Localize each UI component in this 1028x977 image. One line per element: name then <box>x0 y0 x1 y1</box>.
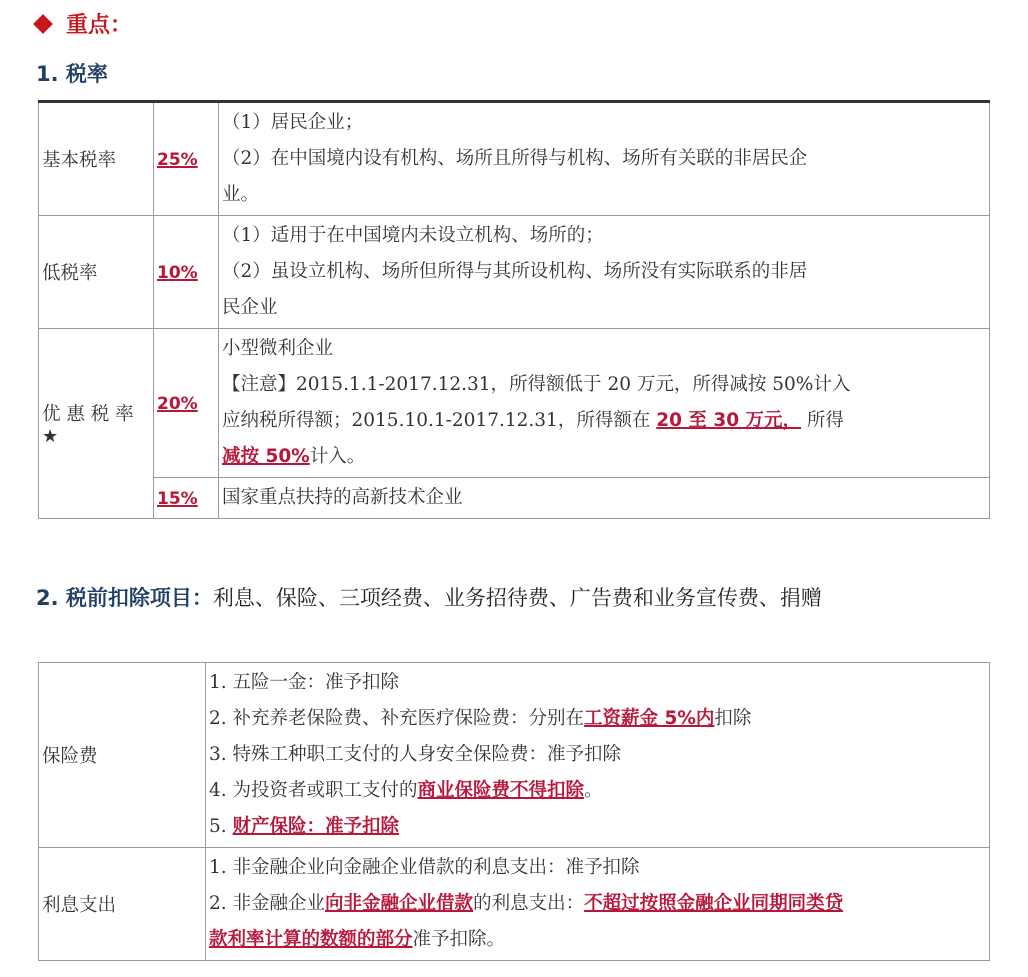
table-row <box>39 329 990 478</box>
rate-value: 25% <box>157 149 198 170</box>
section2-title-rest: 利息、保险、三项经费、业务招待费、广告费和业务宣传费、捐赠 <box>212 586 822 610</box>
row-label: 低税率 <box>39 216 154 329</box>
desc-line: （1）居民企业； <box>222 112 364 133</box>
desc-line <box>209 773 986 809</box>
row-label: 基本税率 <box>39 102 154 216</box>
description-cell <box>219 216 990 329</box>
desc-line <box>209 922 986 958</box>
desc-line: 业。 <box>222 184 260 205</box>
highlight-text: 工资薪金 5%内 <box>584 708 715 729</box>
description-cell <box>219 329 990 478</box>
text-segment: 4. 为投资者或职工支付的 <box>209 780 418 801</box>
rate-value: 15% <box>157 488 198 509</box>
description-cell <box>206 663 990 848</box>
section-deductions-title <box>36 582 822 612</box>
desc-line <box>209 809 986 845</box>
desc-line: 民企业 <box>222 297 278 318</box>
section1-title-text: 1. 税率 <box>36 62 108 86</box>
description-cell <box>219 102 990 216</box>
table-row <box>39 663 990 848</box>
description-cell <box>206 848 990 961</box>
rate-cell <box>154 216 219 329</box>
row-label: 保险费 <box>39 663 206 848</box>
text-segment: 应纳税所得额；2015.10.1-2017.12.31，所得额在 <box>222 410 657 431</box>
highlight-text: 不超过按照金融企业同期同类贷 <box>584 893 844 914</box>
desc-line <box>209 701 986 737</box>
table-row <box>39 848 990 961</box>
table-row <box>39 102 990 216</box>
highlight-text: 减按 50% <box>222 446 310 467</box>
text-segment: 所得 <box>801 410 844 431</box>
table-row <box>39 216 990 329</box>
highlight-text: 向非金融企业借款 <box>325 893 474 914</box>
star-icon: ★ <box>42 426 59 447</box>
text-segment: 5. <box>209 816 233 837</box>
row-label <box>39 329 154 519</box>
text-segment: 准予扣除。 <box>412 929 506 950</box>
deductions-table <box>38 662 990 961</box>
highlight-text: 款利率计算的数额的部分 <box>209 929 413 950</box>
desc-line: （2）虽设立机构、场所但所得与其所设机构、场所没有实际联系的非居 <box>222 261 808 282</box>
rate-cell <box>154 329 219 478</box>
rate-cell <box>154 478 219 519</box>
desc-line <box>222 403 986 439</box>
key-points-label: 重点： <box>66 13 133 38</box>
desc-line: 【注意】2015.1.1-2017.12.31，所得额低于 20 万元，所得减按 50%计入 <box>222 374 851 395</box>
desc-line: 1. 非金融企业向金融企业借款的利息支出：准予扣除 <box>209 857 640 878</box>
rate-value: 20% <box>157 393 198 414</box>
table-row <box>39 478 990 519</box>
key-points-heading <box>36 8 132 39</box>
desc-line: 国家重点扶持的高新技术企业 <box>222 487 463 508</box>
highlight-text: 财产保险：准予扣除 <box>232 816 400 837</box>
text-segment: 2. 非金融企业 <box>209 893 326 914</box>
text-segment: 2. 补充养老保险费、补充医疗保险费：分别在 <box>209 708 585 729</box>
rate-cell <box>154 102 219 216</box>
tax-rate-table <box>38 100 990 519</box>
desc-line: 小型微利企业 <box>222 338 334 359</box>
text-segment: 计入。 <box>309 446 366 467</box>
desc-line <box>222 439 986 475</box>
desc-line: （2）在中国境内设有机构、场所且所得与机构、场所有关联的非居民企 <box>222 148 808 169</box>
desc-line: （1）适用于在中国境内未设立机构、场所的； <box>222 225 604 246</box>
section2-title-text: 2. 税前扣除项目： <box>36 586 213 610</box>
preferential-rate-label: 优 惠 税 率 <box>42 404 134 425</box>
desc-line <box>209 886 986 922</box>
highlight-text: 商业保险费不得扣除 <box>417 780 585 801</box>
rate-value: 10% <box>157 262 198 283</box>
highlight-text: 20 至 30 万元， <box>656 410 802 431</box>
desc-line: 1. 五险一金：准予扣除 <box>209 672 400 693</box>
text-segment: 扣除 <box>714 708 752 729</box>
diamond-icon <box>33 14 53 34</box>
description-cell <box>219 478 990 519</box>
section-tax-rate-title <box>36 58 108 88</box>
text-segment: 的利息支出： <box>473 893 585 914</box>
text-segment: 。 <box>584 780 603 801</box>
desc-line: 3. 特殊工种职工支付的人身安全保险费：准予扣除 <box>209 744 622 765</box>
row-label: 利息支出 <box>39 848 206 961</box>
